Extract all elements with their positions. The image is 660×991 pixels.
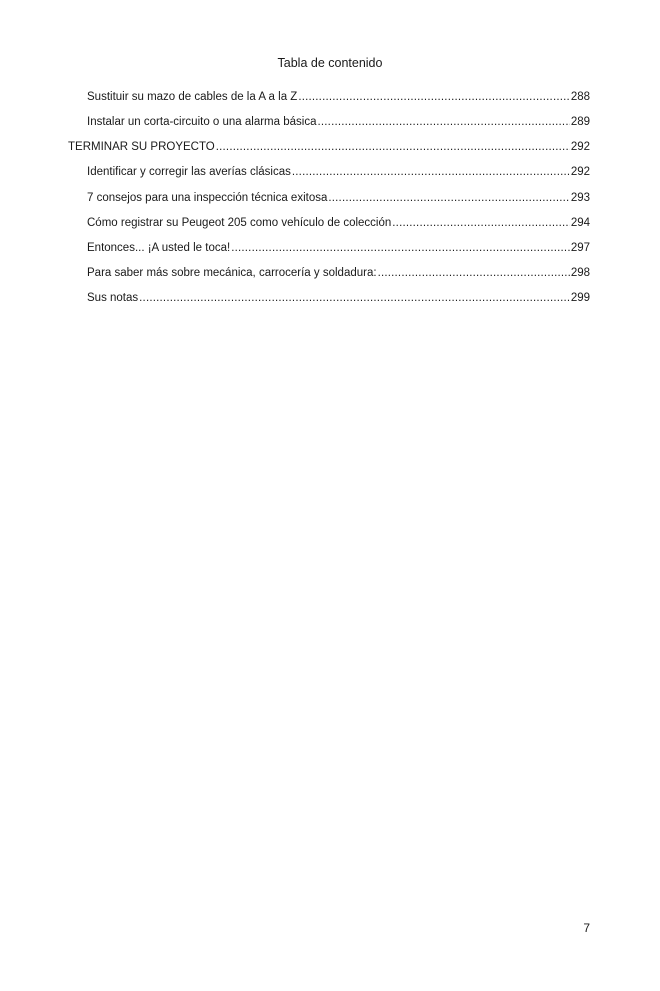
toc-entry-page: 289	[570, 116, 590, 128]
dot-leader	[216, 139, 570, 155]
toc-entry[interactable]	[87, 240, 590, 256]
toc-entry-page: 297	[570, 242, 590, 254]
toc-entry[interactable]	[87, 89, 590, 105]
dot-leader	[392, 215, 570, 231]
dot-leader	[378, 265, 570, 281]
page-number: 7	[583, 921, 590, 935]
toc-entry-title: 7 consejos para una inspección técnica exitosa	[87, 192, 328, 204]
dot-leader	[292, 164, 570, 180]
toc-entry-page: 298	[570, 267, 590, 279]
toc-entry-page: 292	[570, 141, 590, 153]
page-title: Tabla de contenido	[277, 56, 383, 70]
toc-section-heading[interactable]	[68, 139, 590, 155]
toc-entry-page: 294	[570, 217, 590, 229]
dot-leader	[139, 290, 570, 306]
toc-entry-page: 292	[570, 166, 590, 178]
toc-entry-title: Identificar y corregir las averías clásicas	[87, 166, 291, 178]
toc-entry-title: Sustituir su mazo de cables de la A a la Z	[87, 91, 298, 103]
dot-leader	[231, 240, 570, 256]
toc-entry[interactable]	[87, 114, 590, 130]
dot-leader	[328, 190, 569, 206]
toc-entry[interactable]	[87, 215, 590, 231]
toc-entry[interactable]	[87, 290, 590, 306]
dot-leader	[317, 114, 569, 130]
toc-entry-title: Instalar un corta-circuito o una alarma básica	[87, 116, 317, 128]
toc-entry-title: Entonces... ¡A usted le toca!	[87, 242, 231, 254]
toc-entry-page: 293	[570, 192, 590, 204]
dot-leader	[298, 89, 570, 105]
toc-entry[interactable]	[87, 164, 590, 180]
toc-entry-page: 288	[570, 91, 590, 103]
toc-entry-title: Para saber más sobre mecánica, carrocería y soldadura:	[87, 267, 377, 279]
toc-entry-title: TERMINAR SU PROYECTO	[68, 141, 215, 153]
toc-entry[interactable]	[87, 190, 590, 206]
toc-entry-title: Cómo registrar su Peugeot 205 como vehículo de colección	[87, 217, 392, 229]
toc-entry-title: Sus notas	[87, 292, 139, 304]
toc-entry-page: 299	[570, 292, 590, 304]
toc-entry[interactable]	[87, 265, 590, 281]
